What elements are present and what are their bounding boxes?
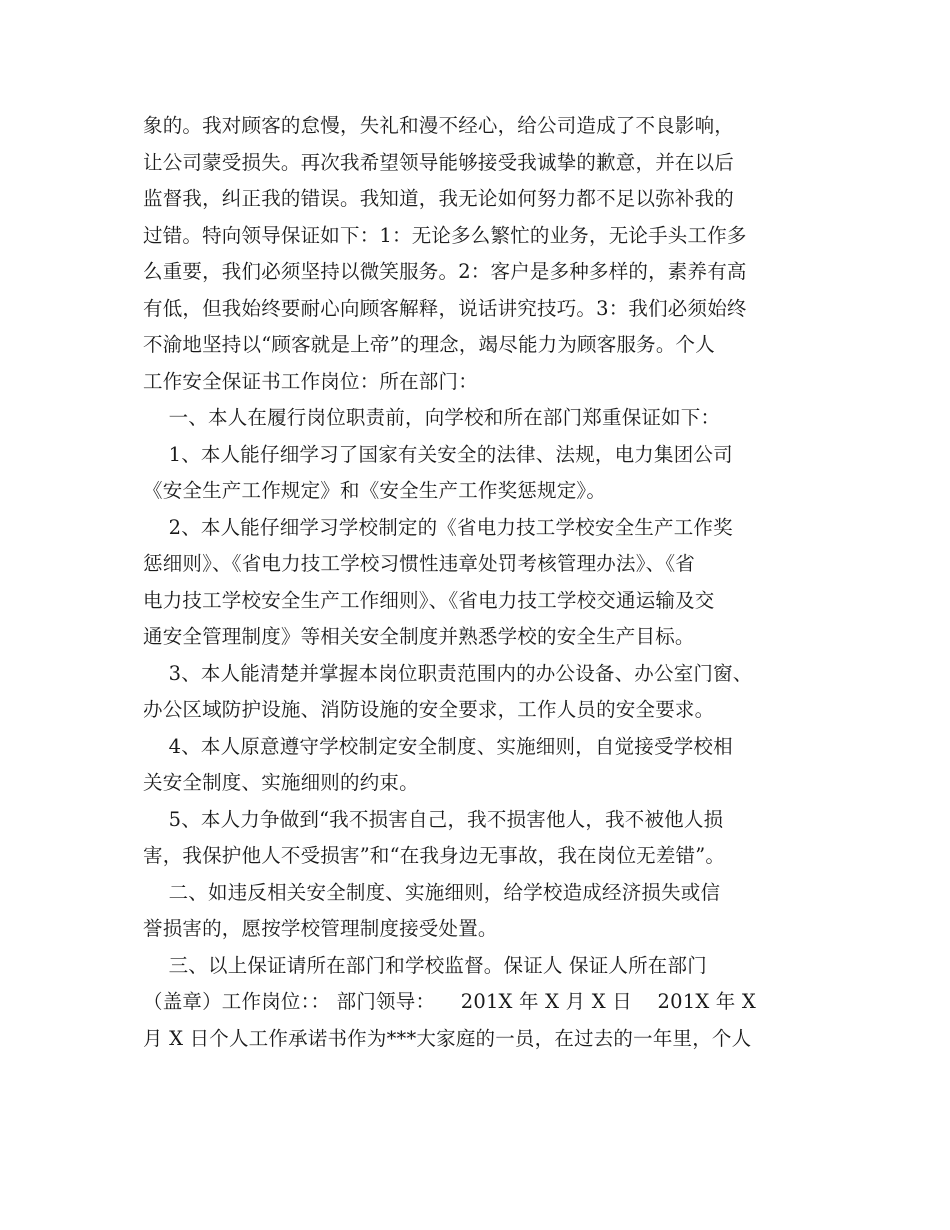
text-line: 3、本人能清楚并掌握本岗位职责范围内的办公设备、办公室门窗、 [143,661,753,685]
text-line: 1、本人能仔细学习了国家有关安全的法律、法规，电力集团公司 [143,442,733,466]
text-line: 象的。我对顾客的怠慢，失礼和漫不经心，给公司造成了不良影响， [143,114,735,137]
text-line: 2、本人能仔细学习学校制定的《省电力技工学校安全生产工作奖 [143,515,733,539]
document-body [143,108,823,1057]
text-line: 有低，但我始终要耐心向顾客解释，说话讲究技巧。3：我们必须始终 [143,296,747,320]
text-line: 誉损害的，愿按学校管理制度接受处置。 [143,917,498,940]
text-line: 月 X 日个人工作承诺书作为***大家庭的一员，在过去的一年里，个人 [143,1026,752,1050]
text-line: 三、以上保证请所在部门和学校监督。保证人 保证人所在部门 [143,953,707,977]
text-line: 过错。特向领导保证如下：1：无论多么繁忙的业务，无论手头工作多 [143,223,747,247]
text-line: 《安全生产工作规定》和《安全生产工作奖惩规定》。 [143,479,607,502]
text-line: 让公司蒙受损失。再次我希望领导能够接受我诚挚的歉意，并在以后 [143,150,735,174]
text-line: （盖章）工作岗位：： 部门领导： 201X 年 X 月 X 日 201X 年 X [143,990,756,1013]
text-line: 4、本人原意遵守学校制定安全制度、实施细则，自觉接受学校相 [143,734,733,758]
text-line: 惩细则》、《省电力技工学校习惯性违章处罚考核管理办法》、《省 [143,552,696,575]
text-line: 一、本人在履行岗位职责前，向学校和所在部门郑重保证如下： [143,406,721,429]
text-line: 工作安全保证书工作岗位：所在部门： [143,369,478,393]
text-line: 通安全管理制度》等相关安全制度并熟悉学校的安全生产目标。 [143,625,695,648]
text-line: 监督我，纠正我的错误。我知道，我无论如何努力都不足以弥补我的 [143,187,735,210]
text-line: 不渝地坚持以“顾客就是上帝”的理念，竭尽能力为顾客服务。个人 [143,333,715,356]
text-line: 电力技工学校安全生产工作细则》、《省电力技工学校交通运输及交 [143,588,715,612]
text-line: 办公区域防护设施、消防设施的安全要求，工作人员的安全要求。 [143,698,715,721]
text-line: 二、如违反相关安全制度、实施细则，给学校造成经济损失或信 [143,880,721,904]
text-line: 5、本人力争做到“我不损害自己，我不损害他人，我不被他人损 [143,807,724,831]
text-line: 关安全制度、实施细则的约束。 [143,771,419,794]
text-line: 么重要，我们必须坚持以微笑服务。2：客户是多种多样的，素养有高 [143,260,747,283]
text-line: 害，我保护他人不受损害”和“在我身边无事故，我在岗位无差错”。 [143,844,726,867]
